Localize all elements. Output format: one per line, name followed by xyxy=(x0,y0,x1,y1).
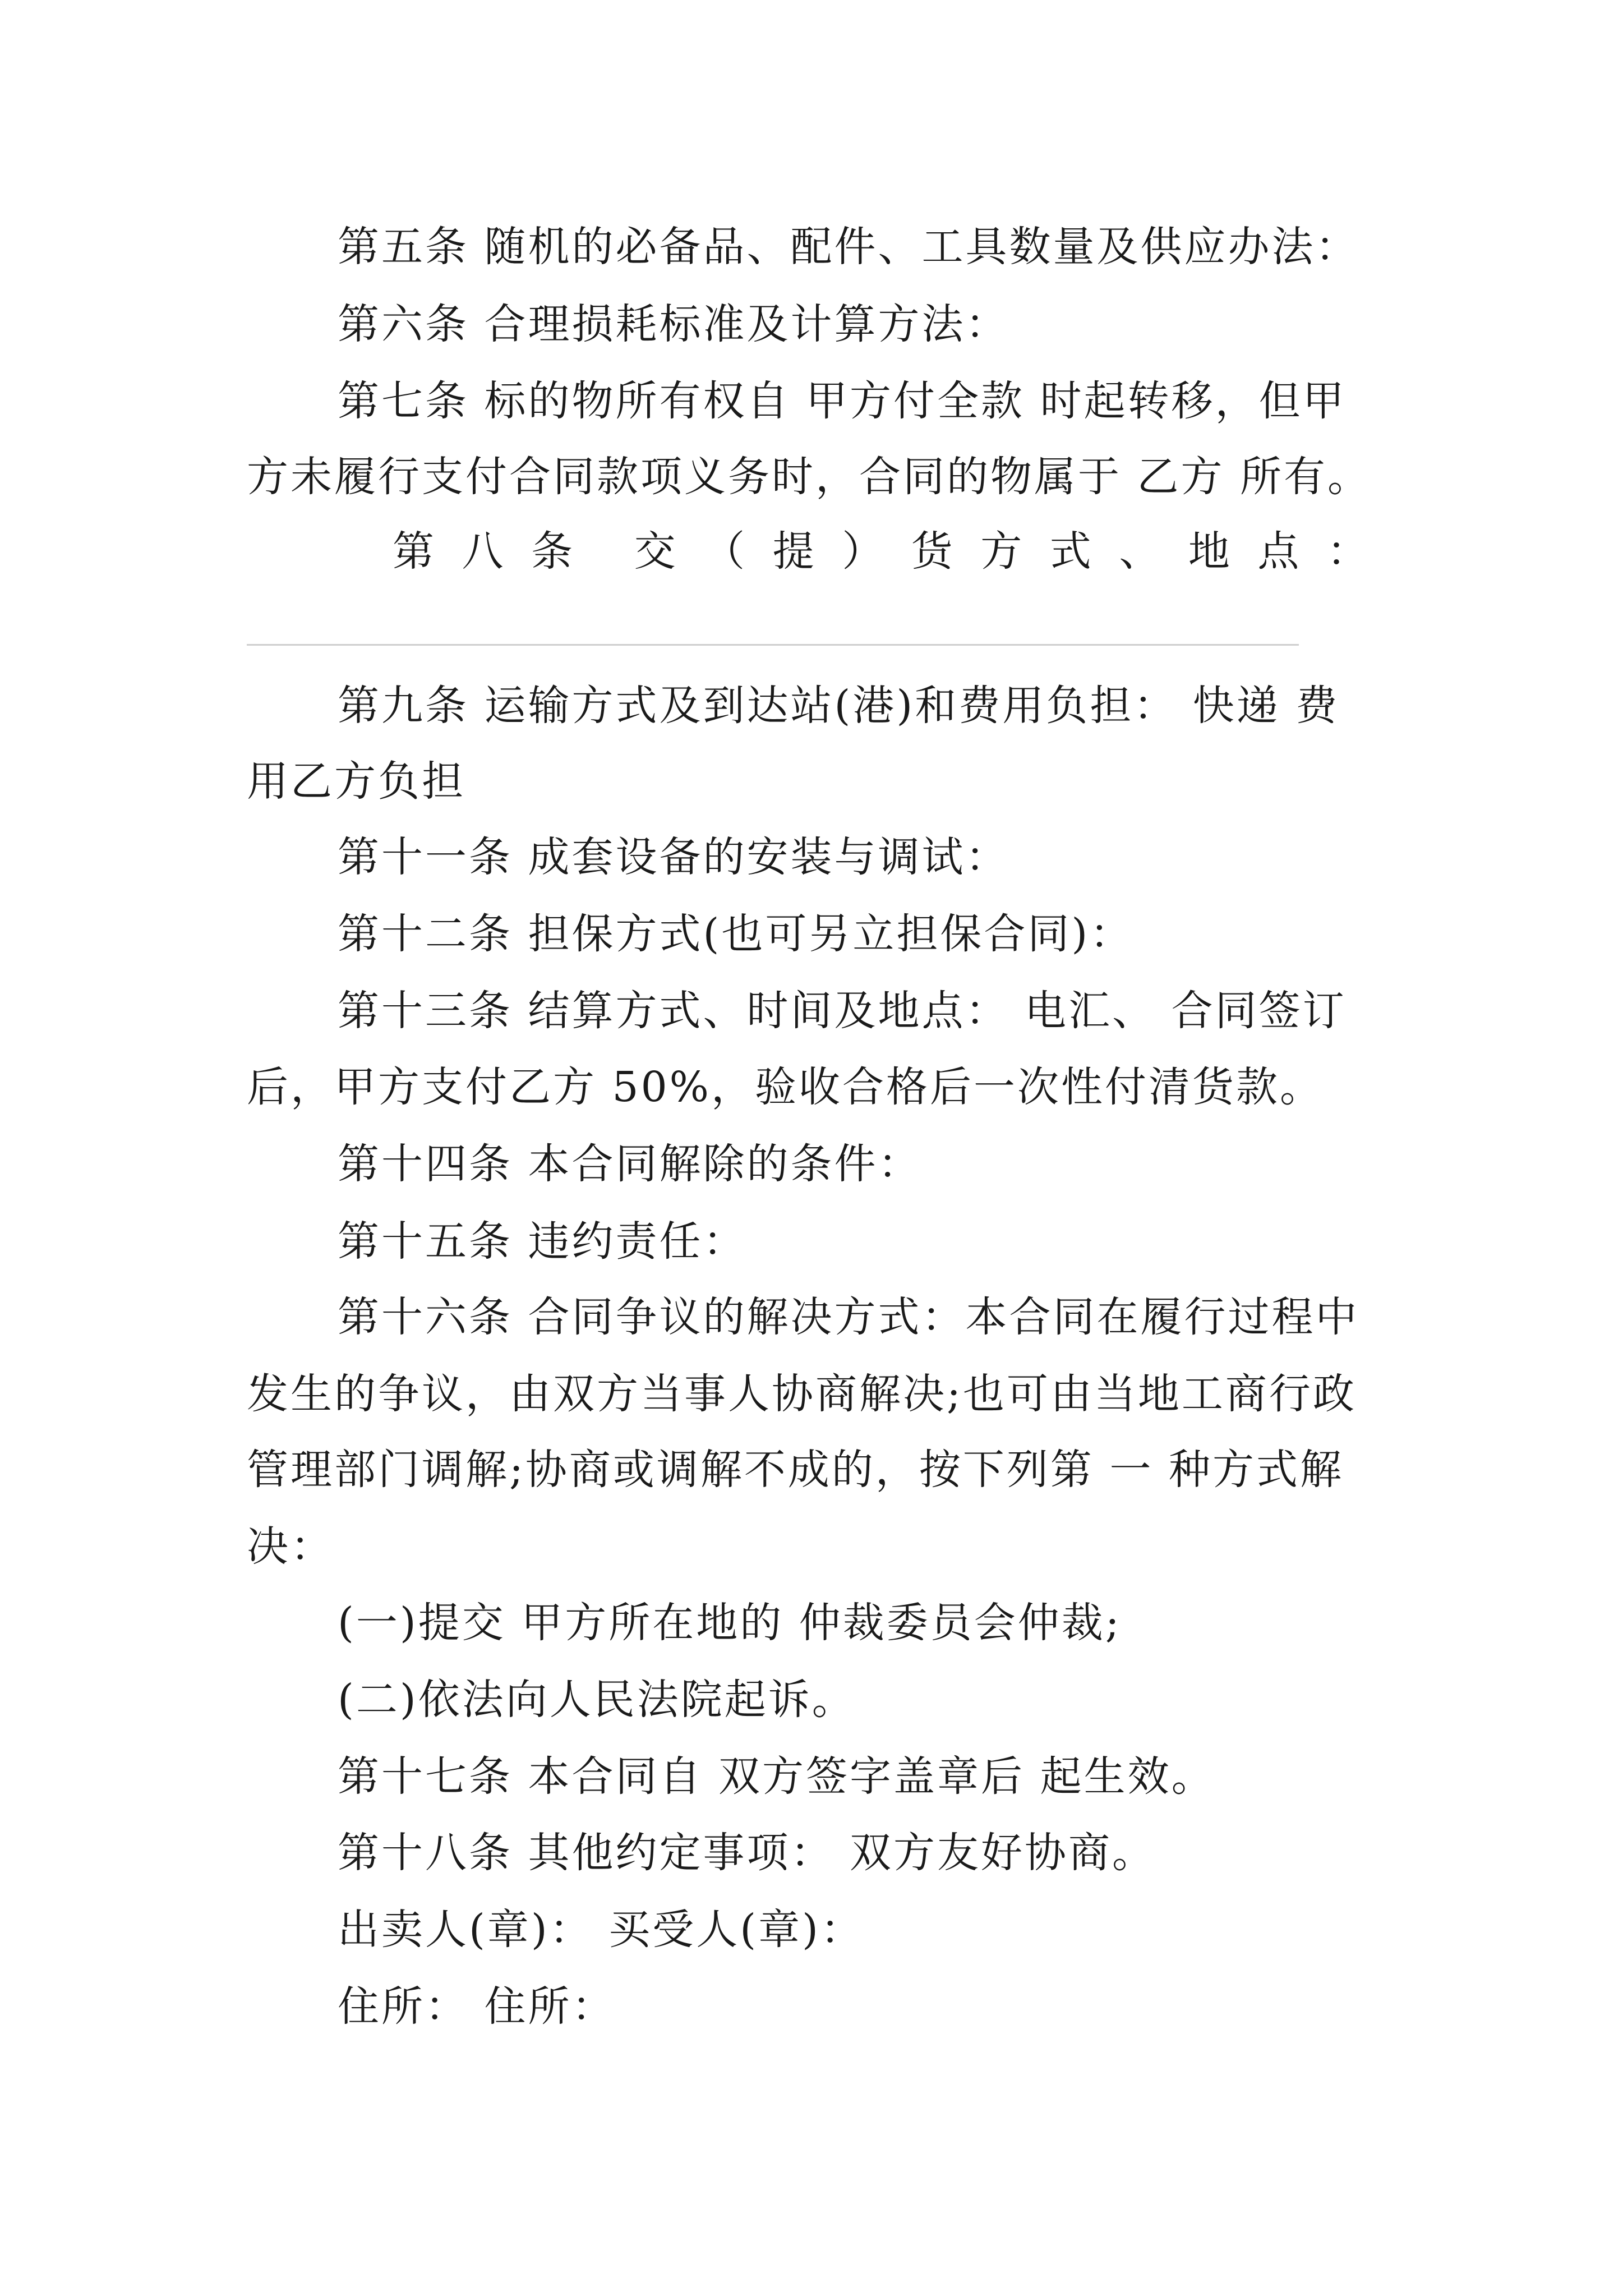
article-8-char: 式 xyxy=(1049,527,1091,576)
dispute-option-1: (一)提交 甲方所在地的 仲裁委员会仲裁; xyxy=(338,1599,1122,1647)
article-9-line-2: 用乙方负担 xyxy=(247,757,465,806)
article-5: 第五条 随机的必备品、配件、工具数量及供应办法： xyxy=(338,223,1359,271)
article-8-char: 提 xyxy=(772,527,814,576)
addresses: 住所： 住所： xyxy=(338,1982,616,2031)
article-17: 第十七条 本合同自 双方签字盖章后 起生效。 xyxy=(338,1752,1215,1801)
signature-seals: 出卖人(章)： 买受人(章)： xyxy=(338,1906,865,1954)
article-7-line-2: 方未履行支付合同款项义务时，合同的物属于 乙方 所有。 xyxy=(247,453,1372,501)
article-8 xyxy=(393,523,1368,579)
blank-underline xyxy=(247,644,1299,646)
article-16-line-2: 发生的争议，由双方当事人协商解决;也可由当地工商行政 xyxy=(247,1370,1357,1418)
article-8-char: 第 xyxy=(393,527,434,576)
article-8-char: 交 xyxy=(634,527,676,576)
article-8-char: 点 xyxy=(1257,527,1299,576)
article-13-line-2: 后，甲方支付乙方 50%，验收合格后一次性付清货款。 xyxy=(247,1063,1324,1111)
article-14: 第十四条 本合同解除的条件： xyxy=(338,1140,922,1188)
article-8-char: 地 xyxy=(1188,527,1230,576)
article-6: 第六条 合理损耗标准及计算方法： xyxy=(338,300,1009,348)
article-8-char: ） xyxy=(842,527,884,576)
dispute-option-2: (二)依法向人民法院起诉。 xyxy=(338,1676,856,1724)
article-9-line-1: 第九条 运输方式及到达站(港)和费用负担： 快递 费 xyxy=(338,682,1340,730)
article-18: 第十八条 其他约定事项： 双方友好协商。 xyxy=(338,1829,1156,1877)
article-13-line-1: 第十三条 结算方式、时间及地点： 电汇、 合同签订 xyxy=(338,987,1347,1035)
article-7-line-1: 第七条 标的物所有权自 甲方付全款 时起转移，但甲 xyxy=(338,377,1347,425)
article-8-char: （ xyxy=(703,527,745,576)
article-16-line-1: 第十六条 合同争议的解决方式：本合同在履行过程中 xyxy=(338,1293,1359,1341)
article-8-char: 条 xyxy=(531,527,573,576)
article-8-char: 、 xyxy=(1119,527,1161,576)
article-11: 第十一条 成套设备的安装与调试： xyxy=(338,833,1009,881)
article-16-line-3: 管理部门调解;协商或调解不成的，按下列第 一 种方式解 xyxy=(247,1446,1344,1494)
article-16-line-4: 决： xyxy=(247,1522,334,1571)
article-15: 第十五条 违约责任： xyxy=(338,1217,747,1266)
article-8-char: 方 xyxy=(980,527,1022,576)
article-12: 第十二条 担保方式(也可另立担保合同)： xyxy=(338,910,1134,958)
article-8-char: 货 xyxy=(911,527,953,576)
article-8-char: ： xyxy=(1326,527,1368,576)
article-8-char: 八 xyxy=(462,527,504,576)
